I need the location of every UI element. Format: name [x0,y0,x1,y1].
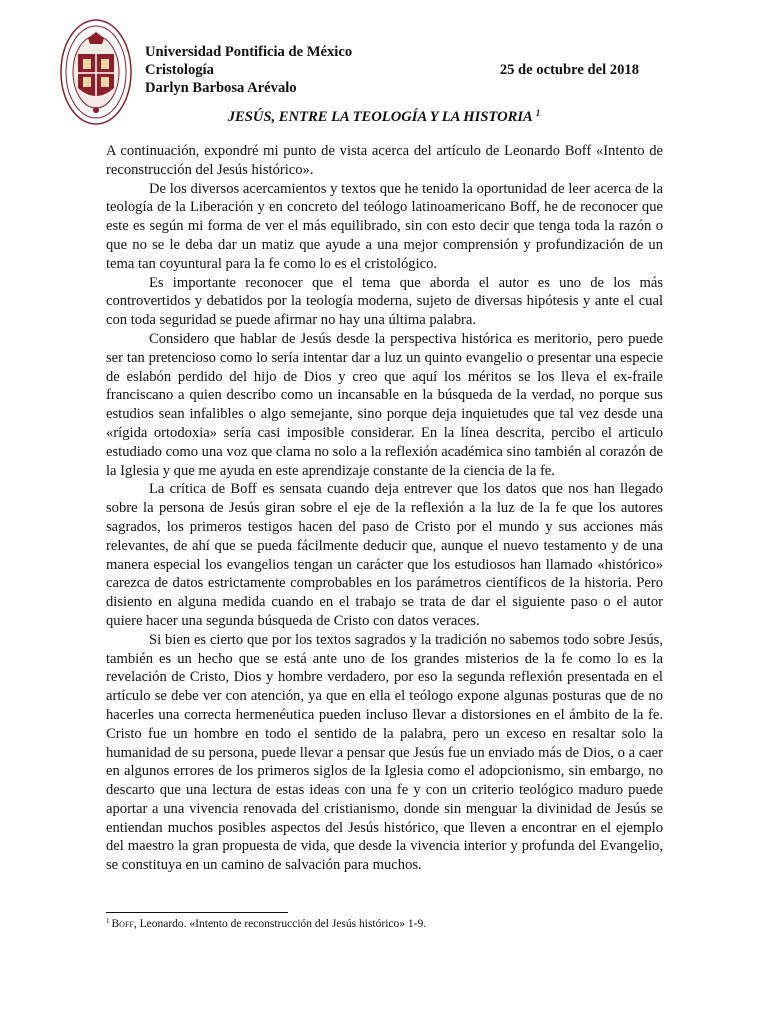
footnote [106,917,426,930]
paragraph: De los diversos acercamientos y textos que he tenido la oportunidad de leer acerca de la teología de la Liberación y en concreto del teólogo latinoamericano Boff, he de reconocer que este es según mi forma de ver el más equilibrado, sin con esto decir que tenga toda la razón o que no se le deba dar un matiz que ayude a una mejor comprensión y profundización de un tema tan coyuntural para la fe como lo es el cristológico. [106,180,663,272]
footnote-divider [106,912,288,913]
paragraph: A continuación, expondré mi punto de vista acerca del artículo de Leonardo Boff «Intento de reconstrucción del Jesús histórico». [106,143,663,178]
paragraph: La crítica de Boff es sensata cuando deja entrever que los datos que nos han llegado sobre la persona de Jesús giran sobre el eje de la reflexión a la luz de la fe que los autores sagrados, los primeros testigos hacen del paso de Cristo por el mundo y sus acciones más relevantes, de ahí que se pueda fácilmente deducir que, aunque el nuevo testamento y de una manera especial los evangelios tengan un carácter que los estudiosos han llamado «histórico» carezca de datos estrictamente comprobables en los parámetros científicos de la historia. Pero disiento en alguna medida cuando en el trabajo se trata de dar el siguiente paso o el autor quiere hacer una segunda búsqueda de Cristo con datos veraces. [106,481,663,629]
document-header [145,43,645,97]
paragraph: Es importante reconocer que el tema que aborda el autor es uno de los más controvertidos y debatidos por la teología moderna, sujeto de diversas hipótesis y ante el cual con toda seguridad se puede afirmar no hay una última palabra. [106,274,663,329]
footnote-text: , Leonardo. «Intento de reconstrucción del Jesús histórico» 1-9. [133,918,427,930]
author-name: Darlyn Barbosa Arévalo [145,80,297,96]
title-footnote-ref: 1 [535,108,541,118]
document-title [0,108,768,126]
document-date: 25 de octubre del 2018 [499,62,639,78]
title-text: JESÚS, ENTRE LA TEOLOGÍA Y LA HISTORIA [227,109,533,125]
paragraph: Considero que hablar de Jesús desde la perspectiva histórica es meritorio, pero puede ser tan pretencioso como lo sería intentar dar a luz un quinto evangelio o presentar una especie de eslabón perdido del hijo de Dios y creo que aquí los méritos se los lleva el ex-fraile franciscano a quien describo como un incansable en la búsqueda de la verdad, no porque sus estudios sean infalibles o algo semejante, sino porque deja inquietudes que tal vez desde una «rígida ortodoxia» sería casi imposible considerar. En la línea descrita, percibo el articulo estudiado como una voz que clama no solo a la reflexión académica sino también al corazón de la Iglesia y que me ayuda en este aprendizaje constante de la ciencia de la fe. [106,330,663,479]
university-name: Universidad Pontificia de México [145,44,353,60]
paragraph: Si bien es cierto que por los textos sagrados y la tradición no sabemos todo sobre Jesús, también es un hecho que se está ante uno de los grandes misterios de la fe como lo es la revelación de Cristo, Dios y hombre verdadero, por eso la segunda reflexión presentada en el artículo se debe ver con atención, ya que en ella el teólogo expone algunas posturas que de no hacerles una correcta hermenéutica pueden incluso llevar a distorsiones en el ámbito de la fe. Cristo fue un hombre en todo el sentido de la palabra, pero un exceso en resaltar solo la humanidad de su persona, puede llevar a pensar que Jesús fue un enviado más de Dios, o a caer en algunos errores de los primeros siglos de la Iglesia como el adopcionismo, sin embargo, no descarto que una lectura de estas ideas con una fe y con un criterio teológico maduro puede aportar a una vivencia renovada del cristianismo, donde sin menguar la divinidad de Jesús se entiendan muchos posibles aspectos del Jesús histórico, que lleven a encontrar en el ejemplo del maestro la gran propuesta de vida, que desde la vivencia interior y profunda del Evangelio, se constituya en un camino de salvación para muchos. [106,631,663,874]
footnote-number: 1 [106,917,110,925]
footnote-author: Boff [111,918,134,930]
document-body [106,142,663,875]
course-name: Cristología [145,62,214,78]
